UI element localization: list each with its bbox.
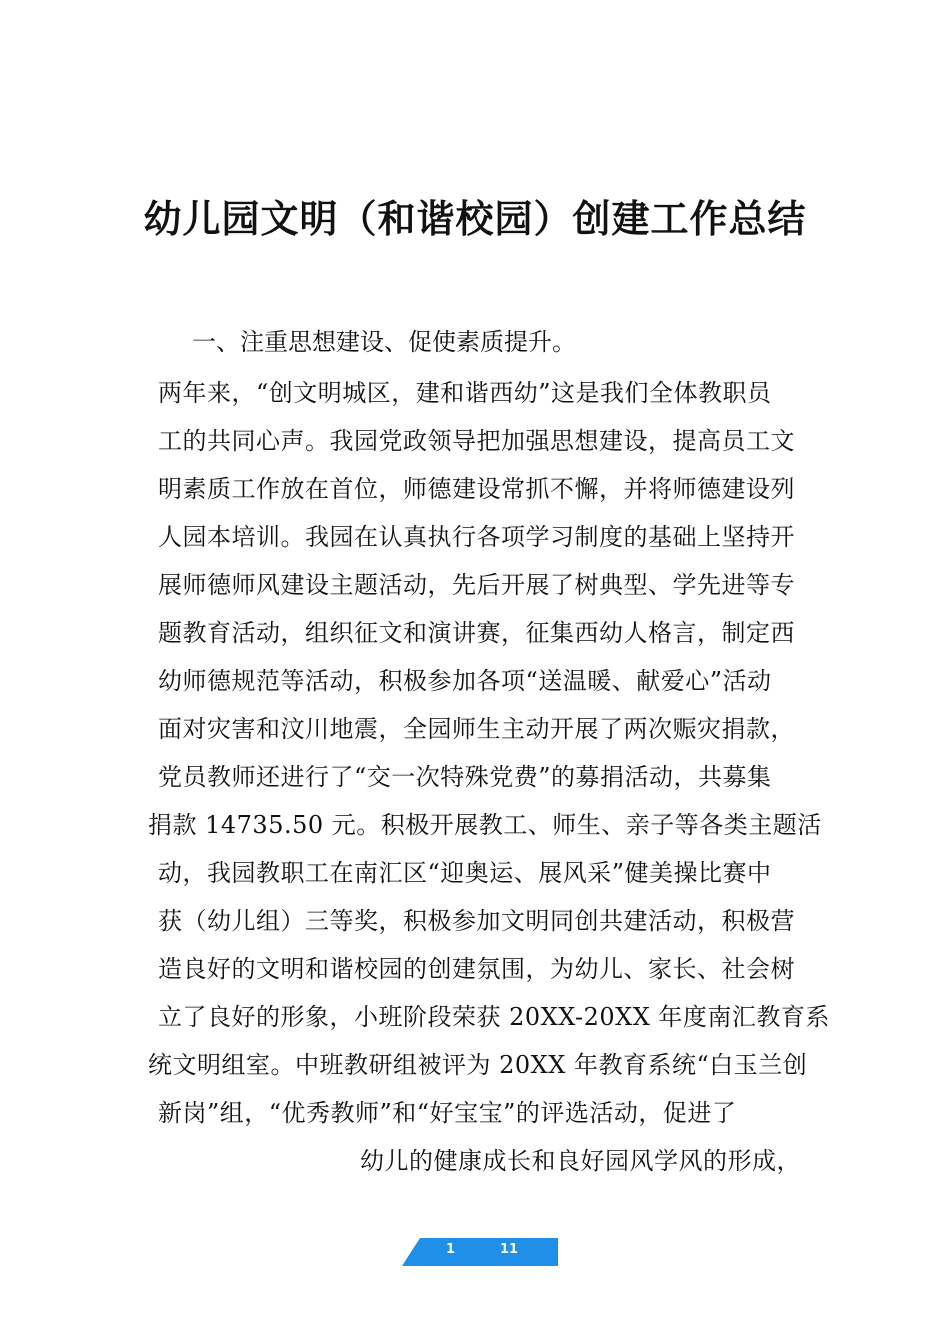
body-line: 造良好的文明和谐校园的创建氛围，为幼儿、家长、社会树 (158, 955, 795, 983)
body-line: 两年来，“创文明城区，建和谐西幼”这是我们全体教职员 (158, 379, 772, 407)
body-line: 题教育活动，组织征文和演讲赛，征集西幼人格言，制定西 (158, 619, 795, 647)
document-title: 幼儿园文明（和谐校园）创建工作总结 (143, 197, 807, 241)
body-line: 幼师德规范等活动，积极参加各项“送温暖、献爱心”活动 (158, 667, 772, 695)
body-line: 统文明组室。中班教研组被评为 20XX 年教育系统“白玉兰创 (148, 1051, 808, 1079)
body-line: 幼儿的健康成长和良好园风学风的形成， (360, 1147, 801, 1175)
body-line: 立了良好的形象，小班阶段荣获 20XX-20XX 年度南汇教育系 (158, 1003, 830, 1031)
body-line: 捐款 14735.50 元。积极开展教工、师生、亲子等各类主题活 (148, 811, 822, 839)
body-line: 明素质工作放在首位，师德建设常抓不懈，并将师德建设列 (158, 475, 795, 503)
body-line: 动，我园教职工在南汇区“迎奥运、展风采”健美操比赛中 (158, 859, 772, 887)
current-page-number: 1 (446, 1242, 456, 1257)
page-badge-shape (402, 1238, 558, 1266)
total-pages-number: 11 (500, 1242, 519, 1257)
body-line: 面对灾害和汶川地震，全园师生主动开展了两次赈灾捐款， (158, 715, 795, 743)
body-line: 工的共同心声。我园党政领导把加强思想建设，提高员工文 (158, 427, 795, 455)
body-line: 获（幼儿组）三等奖，积极参加文明同创共建活动，积极营 (158, 907, 795, 935)
section-heading: 一、注重思想建设、促使素质提升。 (192, 328, 576, 356)
body-line: 展师德师风建设主题活动，先后开展了树典型、学先进等专 (158, 571, 795, 599)
page-number-badge (402, 1238, 558, 1266)
body-line: 党员教师还进行了“交一次特殊党费”的募捐活动，共募集 (158, 763, 772, 791)
body-line: 人园本培训。我园在认真执行各项学习制度的基础上坚持开 (158, 523, 795, 551)
body-line: 新岗”组，“优秀教师”和“好宝宝”的评选活动，促进了 (158, 1099, 737, 1127)
